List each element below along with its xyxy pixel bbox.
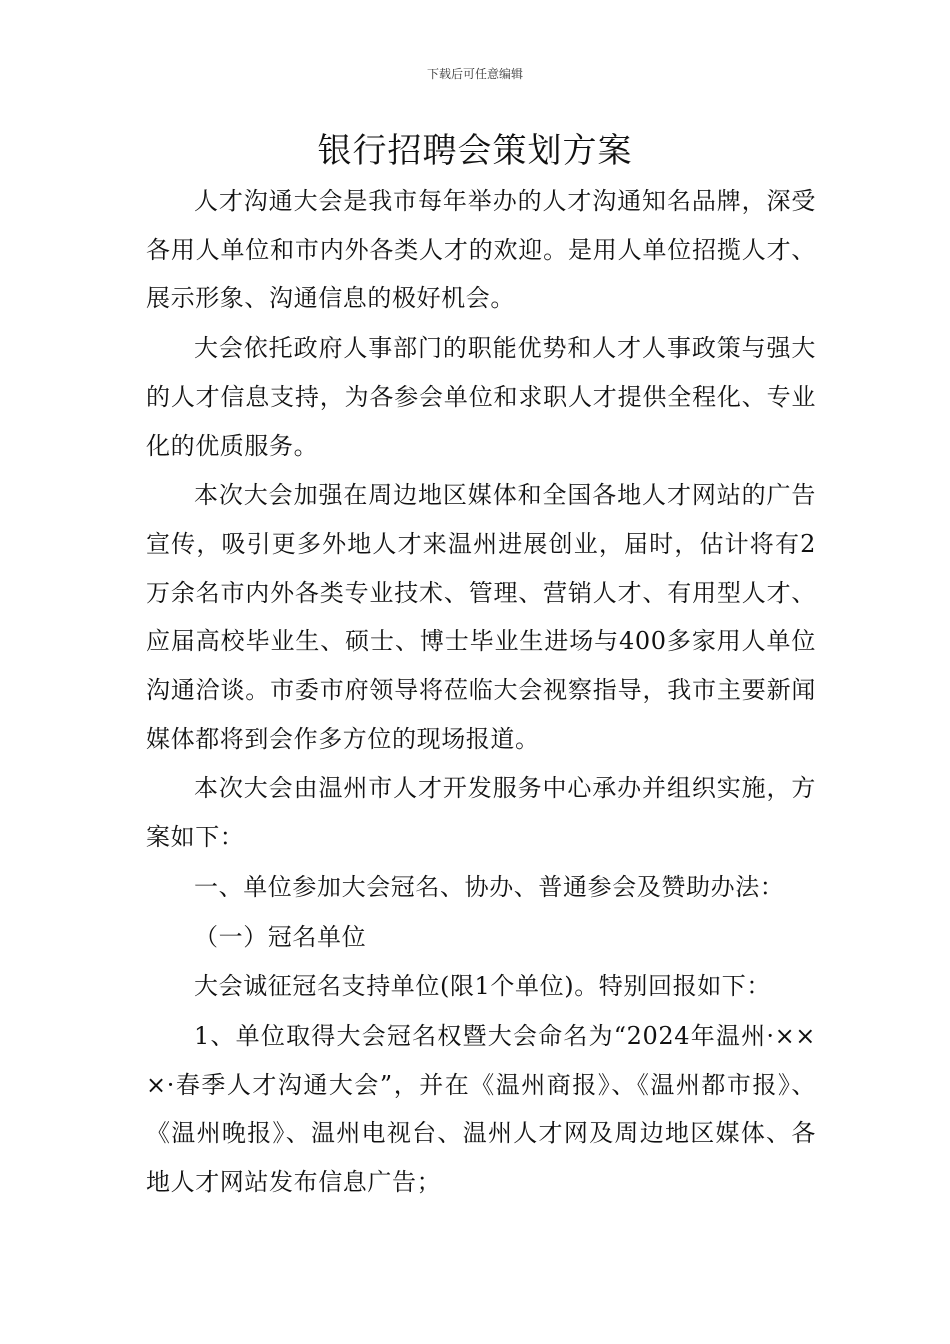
document-title: 银行招聘会策划方案 [317,131,633,171]
document-body [146,177,816,1208]
list-item-1: 1、单位取得大会冠名权暨大会命名为“2024年温州·×××·春季人才沟通大会”，并在《温州商报》、《温州都市报》、《温州晚报》、温州电视台、温州人才网及周边地区媒体、各地人才网站发布信息广告； [146,1021,816,1197]
paragraph-naming-sponsor: 大会诚征冠名支持单位(限1个单位)。特别回报如下： [194,972,771,1001]
paragraph-organizer: 本次大会由温州市人才开发服务中心承办并组织实施，方案如下： [146,774,816,852]
paragraph-support: 大会依托政府人事部门的职能优势和人才人事政策与强大的人才信息支持，为各参会单位和求职人才提供全程化、专业化的优质服务。 [146,334,816,460]
header-note: 下载后可任意编辑 [426,67,523,81]
section-heading-1: 一、单位参加大会冠名、协办、普通参会及赞助办法： [194,872,785,901]
paragraph-promotion: 本次大会加强在周边地区媒体和全国各地人才网站的广告宣传，吸引更多外地人才来温州进展创业，届时，估计将有2万余名市内外各类专业技术、管理、营销人才、有用型人才、应届高校毕业生、硕士、博士毕业生进场与400多家用人单位沟通洽谈。市委市府领导将莅临大会视察指导，我市主要新闻媒体都将到会作多方位的现场报道。 [146,481,816,753]
subsection-heading-1: （一）冠名单位 [194,922,367,951]
paragraph-intro: 人才沟通大会是我市每年举办的人才沟通知名品牌，深受各用人单位和市内外各类人才的欢迎。是用人单位招揽人才、展示形象、沟通信息的极好机会。 [146,187,816,313]
